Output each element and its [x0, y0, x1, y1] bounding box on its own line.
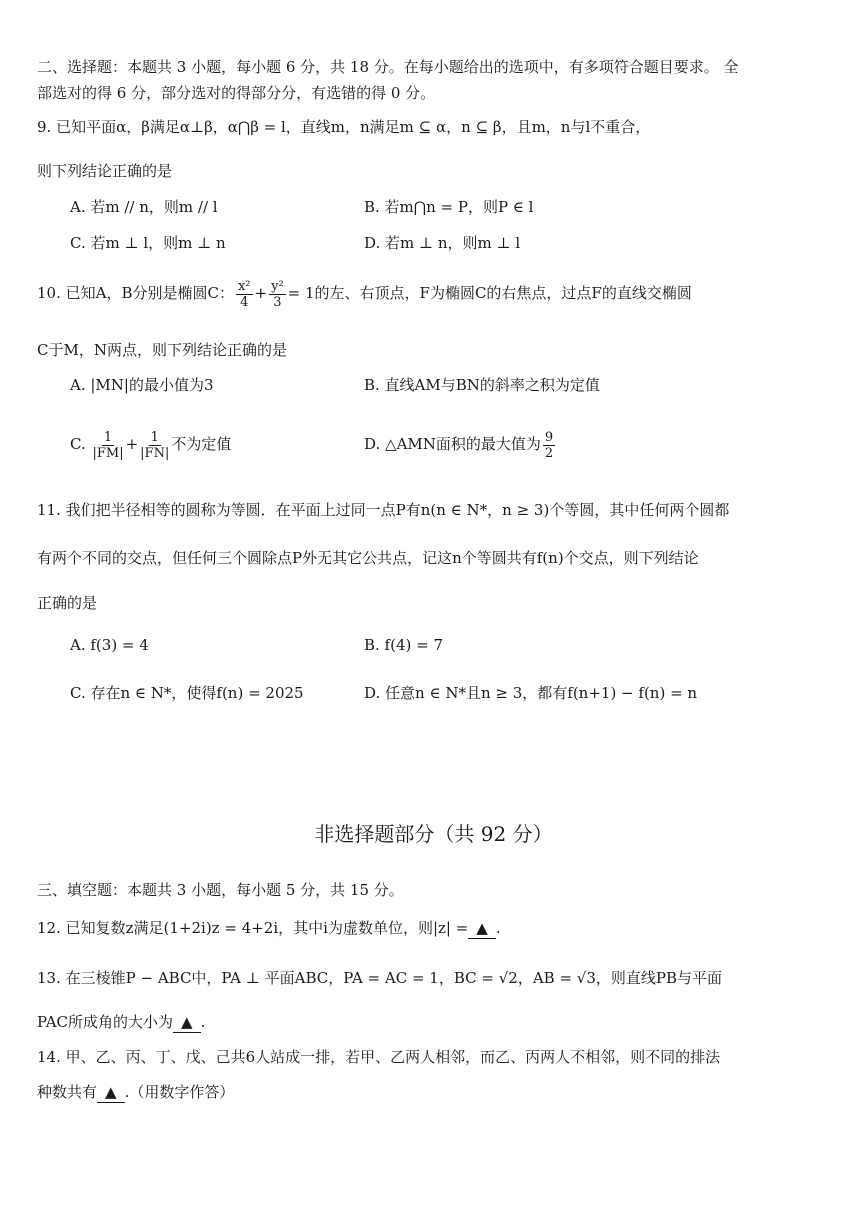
q13-line-1: 13. 在三棱锥P − ABC中，PA ⊥ 平面ABC，PA = AC = 1，BC = √2，AB = √3，则直线PB与平面 [37, 969, 723, 987]
answer-blank: ▲ [468, 918, 496, 939]
q10-option-c [70, 427, 231, 461]
fraction-denominator: 4 [240, 294, 249, 310]
q11-option-b: B. f(4) = 7 [364, 636, 444, 654]
q13-end: . [200, 1013, 206, 1031]
question-12 [37, 918, 501, 939]
fraction-numerator: 1 [150, 429, 159, 445]
q10-option-b: B. 直线AM与BN的斜率之积为定值 [364, 376, 600, 394]
section-3-instructions: 三、填空题：本题共 3 小题，每小题 5 分，共 15 分。 [37, 881, 404, 899]
q11-stem-1: 11. 我们把半径相等的圆称为等圆．在平面上过同一点P有n(n ∈ N*，n ≥ 3)个等圆，其中任何两个圆都 [37, 501, 730, 519]
q9-option-d: D. 若m ⊥ n，则m ⊥ l [364, 234, 521, 252]
q13-line-2 [37, 1012, 205, 1033]
fraction-numerator: 1 [103, 429, 113, 445]
fraction-denominator: |FN| [140, 445, 170, 461]
q11-stem-2: 有两个不同的交点，但任何三个圆除点P外无其它公共点，记这n个等圆共有f(n)个交点，则下列结论 [37, 549, 699, 567]
q14-text: 种数共有 [37, 1083, 98, 1101]
reciprocal-fn-fraction [140, 430, 169, 461]
q10-stem-1-post: = 1的左、右顶点，F为椭圆C的右焦点，过点F的直线交椭圆 [287, 284, 692, 302]
section-2-line-2: 部选对的得 6 分，部分选对的得部分分，有选错的得 0 分。 [37, 84, 436, 102]
q9-option-c: C. 若m ⊥ l，则m ⊥ n [70, 234, 226, 252]
fraction-numerator: x² [237, 278, 251, 294]
ellipse-y-fraction [269, 279, 286, 310]
q9-option-b: B. 若m⋂n = P，则P ∈ l [364, 198, 534, 216]
q11-option-c: C. 存在n ∈ N*，使得f(n) = 2025 [70, 684, 304, 702]
q9-stem-2: 则下列结论正确的是 [37, 162, 173, 180]
q12-text: 12. 已知复数z满足(1+2i)z = 4+2i，其中i为虚数单位，则|z| = [37, 919, 469, 937]
q10-option-d [364, 427, 557, 461]
fraction-numerator: y² [271, 278, 284, 294]
part-2-heading: 非选择题部分（共 92 分） [314, 822, 553, 846]
q10-stem-1 [37, 278, 692, 310]
ellipse-x-fraction [236, 279, 253, 310]
q10-option-a: A. |MN|的最小值为3 [70, 376, 214, 394]
fraction-denominator: 3 [273, 294, 282, 310]
plus-sign: + [125, 435, 139, 453]
option-text: 不为定值 [171, 435, 232, 453]
plus-sign: + [254, 284, 268, 302]
q13-text: PAC所成角的大小为 [37, 1013, 174, 1031]
q11-stem-3: 正确的是 [37, 594, 98, 612]
fraction-numerator: 9 [544, 429, 554, 445]
q10-stem-1-pre: 10. 已知A，B分别是椭圆C： [37, 284, 234, 302]
q14-line-1: 14. 甲、乙、丙、丁、戊、己共6人站成一排，若甲、乙两人相邻，而乙、丙两人不相邻，则不同的排法 [37, 1048, 721, 1066]
nine-halves-fraction [543, 430, 555, 461]
answer-blank: ▲ [97, 1082, 125, 1103]
answer-blank: ▲ [173, 1012, 201, 1033]
q11-option-d: D. 任意n ∈ N*且n ≥ 3，都有f(n+1) − f(n) = n [364, 684, 698, 702]
q11-option-a: A. f(3) = 4 [70, 636, 149, 654]
q9-stem-1: 9. 已知平面α，β满足α⊥β，α⋂β = l，直线m，n满足m ⊆ α，n ⊆ β，且m，n与l不重合， [37, 118, 651, 136]
q12-end: . [495, 919, 501, 937]
option-text: D. △AMN面积的最大值为 [364, 435, 541, 453]
section-2-line-1: 二、选择题：本题共 3 小题，每小题 6 分，共 18 分。在每小题给出的选项中，有多项符合题目要求。 全 [37, 58, 739, 76]
q14-end: .（用数字作答） [124, 1083, 235, 1101]
fraction-denominator: 2 [544, 445, 554, 461]
q14-line-2 [37, 1082, 234, 1103]
q10-stem-2: C于M，N两点，则下列结论正确的是 [37, 341, 287, 359]
q9-option-a: A. 若m // n，则m // l [70, 198, 218, 216]
reciprocal-fm-fraction [93, 430, 124, 461]
fraction-denominator: |FM| [92, 445, 124, 461]
option-label: C. [70, 435, 86, 453]
